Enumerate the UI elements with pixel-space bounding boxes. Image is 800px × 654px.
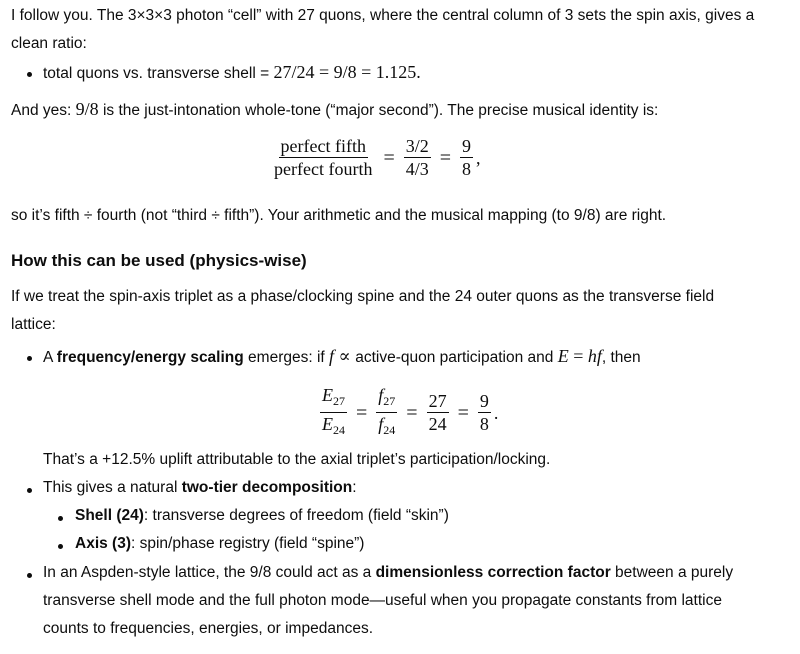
section-heading: How this can be used (physics-wise) [11, 251, 307, 270]
energy-frequency-equation: $\frac{E_{27}}{E_{24}}$ = $\frac{f_{27}}{f_{24}}$ = $\frac{27}{24}$ = $\frac{9}{8}$ . [320, 384, 498, 441]
aspden-bullet: In an Aspden-style lattice, the 9/8 could act as a dimensionless correction factor between a purely transverse shell mode and the full photon mode—useful when you propagate constants from lattice counts to frequencies, energies, or impedances. [43, 564, 734, 637]
scaling-bullet: A frequency/energy scaling emerges: if f ∝ active-quon participation and E = hf, then [43, 346, 641, 366]
intro-line-1: I follow you. The 3×3×3 photon “cell” with 27 quons, where the central column of 3 sets the spin axis, gives a [11, 7, 755, 24]
bullet-dot [27, 72, 32, 77]
lattice-paragraph: If we treat the spin-axis triplet as a phase/clocking spine and the 24 outer quons as the transverse field lattice: [11, 288, 715, 333]
fraction-9-8: $\frac{9}{8}$ [462, 136, 472, 179]
axis-sub-bullet: Axis (3): spin/phase registry (field “spine”) [75, 535, 365, 552]
fraction-f27-f24: $\frac{f_{27}}{f_{24}}$ [378, 385, 396, 437]
bullet-dot [27, 356, 32, 361]
uplift-line: That’s a +12.5% uplift attributable to the axial triplet’s participation/locking. [43, 451, 551, 468]
fraction-3-2-over-4-3: $\frac{3/2}{4/3}$ [405, 136, 429, 179]
fraction-fifth-fourth: $\frac{\text{perfect fifth}}{\text{perfect fourth}}$ [274, 136, 373, 179]
fraction-27-24: $\frac{27}{24}$ [428, 391, 447, 434]
bullet-dot [58, 544, 63, 549]
musical-paragraph: And yes: 9/8 is the just-intonation whole-tone (“major second”). The precise musical identity is: [11, 99, 659, 119]
conclusion-paragraph: so it’s fifth ÷ fourth (not “third ÷ fifth”). Your arithmetic and the musical mapping (to 9/8) are right. [11, 207, 667, 224]
intro-line-2: clean ratio: [11, 35, 87, 52]
fraction-E27-E24: $\frac{E_{27}}{E_{24}}$ [322, 385, 345, 437]
bullet-dot [27, 573, 32, 578]
ratio-math: 27/24 = 9/8 = 1.125. [273, 62, 421, 82]
bullet-dot [58, 516, 63, 521]
intro-paragraph [11, 2, 790, 58]
decomposition-bullet: This gives a natural two-tier decomposition: [43, 479, 357, 496]
bullet-dot [27, 488, 32, 493]
ratio-bullet: total quons vs. transverse shell = 27/24 = 9/8 = 1.125. [43, 62, 421, 82]
shell-sub-bullet: Shell (24): transverse degrees of freedom (field “skin”) [75, 507, 449, 524]
fraction-9-8: $\frac{9}{8}$ [479, 391, 489, 434]
musical-identity-equation: $\frac{\text{perfect fifth}}{\text{perfect fourth}}$ = $\frac{3/2}{4/3}$ = $\frac{9}{8}$ , [274, 136, 481, 179]
